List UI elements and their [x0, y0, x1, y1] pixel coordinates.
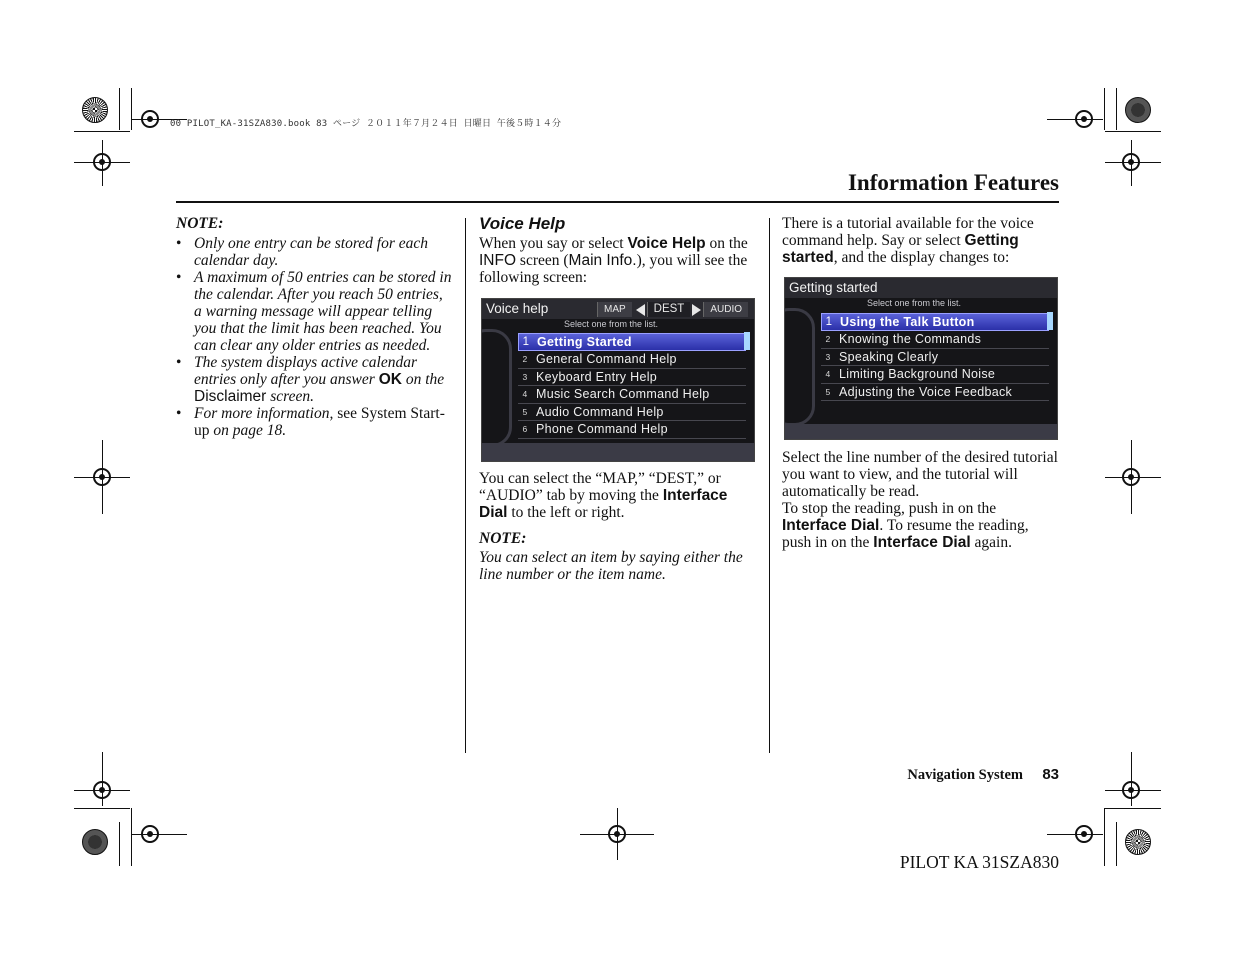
item-label: Phone Command Help: [536, 422, 668, 437]
crosshair-icon: [1120, 151, 1142, 173]
column-divider: [769, 218, 770, 753]
getting-started-screen: [784, 277, 1058, 440]
crosshair-icon: [1073, 823, 1095, 845]
section-heading: Voice Help: [479, 214, 566, 233]
color-target-icon: [82, 829, 108, 855]
screen-subtitle: Select one from the list.: [564, 319, 659, 329]
list-item[interactable]: [518, 386, 746, 404]
screen-tabs: [597, 302, 748, 317]
list-item: • Only one entry can be stored for each calendar day.: [176, 235, 454, 269]
paragraph: To stop the reading, push in on the Interface Dial. To resume the reading, push in on the Interface Dial again.: [782, 500, 1029, 551]
crosshair-icon: [91, 466, 113, 488]
voice-help-keyword: Voice Help: [627, 235, 706, 252]
item-label: Knowing the Commands: [839, 332, 982, 347]
footer-section: Navigation System: [907, 767, 1023, 783]
item-number: 4: [825, 369, 831, 380]
voice-help-list: [518, 333, 746, 439]
column-voice-help-cont: [479, 470, 755, 583]
item-number: 5: [825, 386, 831, 397]
crosshair-icon: [1073, 108, 1095, 130]
paragraph: There is a tutorial available for the voice command help. Say or select Getting started, and the display changes to:: [782, 215, 1034, 266]
list-item[interactable]: [518, 369, 746, 387]
tab-map[interactable]: MAP: [597, 302, 632, 317]
column-divider: [465, 218, 466, 753]
list-item: • The system displays active calendar entries only after you answer OK on the Disclaimer screen.: [176, 354, 454, 405]
crosshair-icon: [139, 108, 161, 130]
tab-audio[interactable]: AUDIO: [703, 302, 748, 317]
model-code: PILOT KA 31SZA830: [899, 852, 1059, 872]
crosshair-icon: [606, 823, 628, 845]
screen-footer-bar: [785, 424, 1057, 439]
paragraph: You can select the “MAP,” “DEST,” or “AUDIO” tab by moving the Interface Dial to the left or right.: [479, 470, 728, 521]
list-item[interactable]: [821, 384, 1049, 402]
selection-end-marker: [744, 332, 750, 350]
arrow-left-icon: [636, 304, 645, 316]
item-label: Limiting Background Noise: [839, 367, 996, 382]
disclaimer-keyword: Disclaimer: [194, 388, 267, 405]
item-label: Using the Talk Button: [840, 315, 975, 329]
item-number: 5: [522, 406, 528, 417]
page-title: Information Features: [847, 170, 1059, 195]
arrow-right-icon: [692, 304, 701, 316]
dial-decoration: [481, 329, 512, 447]
list-item[interactable]: [518, 421, 746, 439]
column-notes: [176, 215, 454, 439]
item-label: Music Search Command Help: [536, 387, 710, 402]
column-voice-help: [479, 215, 755, 286]
list-item[interactable]: [518, 333, 746, 351]
selection-end-marker: [1047, 312, 1053, 330]
cross-reference-link[interactable]: see System Start-up: [194, 405, 445, 439]
item-number: 1: [825, 316, 833, 328]
note-text: You can select an item by saying either the line number or the item name.: [479, 549, 743, 583]
screen-footer-bar: [482, 443, 754, 461]
note-heading: NOTE:: [479, 530, 527, 547]
list-item[interactable]: [821, 366, 1049, 384]
item-label: General Command Help: [536, 352, 677, 367]
screen-title: Getting started: [785, 278, 1057, 298]
ok-keyword: OK: [378, 371, 402, 388]
page-number: 83: [1042, 766, 1059, 783]
list-item[interactable]: [518, 404, 746, 422]
list-item: • For more information, see System Start-up on page 18.: [176, 405, 454, 439]
screen-subtitle: Select one from the list.: [867, 298, 962, 308]
item-label: Adjusting the Voice Feedback: [839, 384, 1013, 399]
list-item: • A maximum of 50 entries can be stored in the calendar. After you reach 50 entries, a warning message will appear telling you that the limit has been reached. You can clear any older entries as needed.: [176, 269, 454, 354]
paragraph: Select the line number of the desired tutorial you want to view, and the tutorial will automatically be read.: [782, 449, 1058, 500]
main-info-keyword: Main Info.: [568, 252, 637, 269]
interface-dial-keyword: Interface Dial: [873, 534, 971, 551]
tutorial-list: [821, 313, 1049, 401]
column-tutorial: [782, 215, 1060, 266]
color-target-icon: [82, 97, 108, 123]
interface-dial-keyword: Interface Dial: [782, 517, 880, 534]
item-number: 2: [522, 354, 528, 365]
tab-dest[interactable]: DEST: [647, 302, 691, 317]
list-item[interactable]: [821, 313, 1049, 331]
item-number: 4: [522, 389, 528, 400]
item-label: Keyboard Entry Help: [536, 369, 658, 384]
crosshair-icon: [91, 779, 113, 801]
crosshair-icon: [1120, 779, 1142, 801]
crosshair-icon: [1120, 466, 1142, 488]
print-info: 00 PILOT_KA-31SZA830.book 83 ページ ２０１１年７月２４日 日曜日 午後５時１４分: [170, 119, 562, 129]
dial-decoration: [784, 308, 815, 426]
item-number: 6: [522, 424, 528, 435]
item-number: 1: [522, 336, 530, 348]
list-item[interactable]: [518, 351, 746, 369]
voice-help-screen: [481, 298, 755, 462]
note-heading: NOTE:: [176, 215, 224, 232]
info-keyword: INFO: [479, 252, 517, 269]
list-item[interactable]: [821, 331, 1049, 349]
note-list: [176, 235, 454, 439]
color-target-icon: [1125, 97, 1151, 123]
item-number: 3: [825, 351, 831, 362]
interface-dial-keyword: Interface Dial: [479, 487, 728, 521]
crosshair-icon: [139, 823, 161, 845]
item-number: 3: [522, 371, 528, 382]
header-rule: [176, 201, 1059, 203]
item-label: Audio Command Help: [536, 404, 664, 419]
item-label: Speaking Clearly: [839, 349, 939, 364]
paragraph: When you say or select Voice Help on the INFO screen (Main Info.), you will see the following screen:: [479, 235, 748, 286]
column-tutorial-cont: [782, 449, 1060, 551]
crosshair-icon: [91, 151, 113, 173]
list-item[interactable]: [821, 349, 1049, 367]
screen-title: Voice help: [482, 299, 754, 319]
item-number: 2: [825, 334, 831, 345]
getting-started-keyword: Getting started: [782, 232, 1019, 266]
color-target-icon: [1125, 829, 1151, 855]
item-label: Getting Started: [537, 335, 632, 349]
